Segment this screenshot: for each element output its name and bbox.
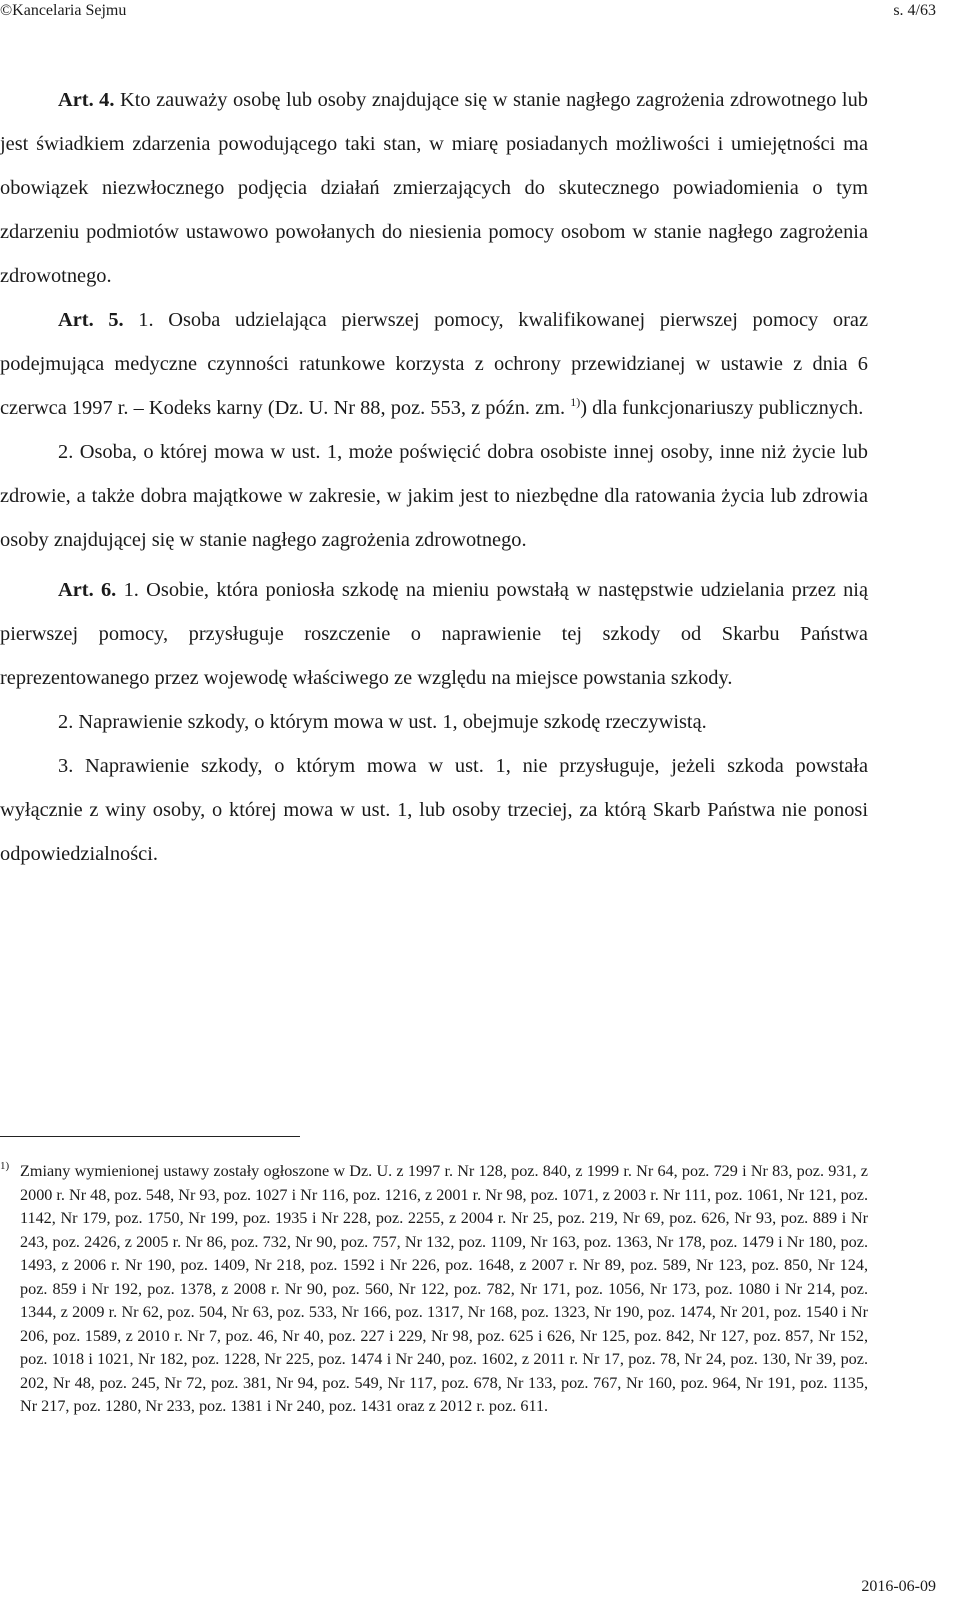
art5-paragraph-1 [0,298,868,430]
footnote-reference: 1) [570,395,581,410]
art6-heading: Art. 6. [58,579,117,601]
footnote-separator [0,1136,300,1137]
art4-heading: Art. 4. [58,89,115,111]
footnote-item [0,1160,868,1419]
art6-paragraph-1 [0,568,868,700]
art4-text: Kto zauważy osobę lub osoby znajdujące się w stanie nagłego zagrożenia zdrowotnego lub jest świadkiem zdarzenia powodującego taki stan, w miarę posiadanych możliwości i umiejętności ma obowiązek niezwłocznego podjęcia działań zmierzających do skutecznego powiadomienia o tym zdarzeniu podmiotów ustawowo powołanych do niesienia pomocy osobom w stanie nagłego zagrożenia zdrowotnego. [0,89,868,287]
footer-date: 2016-06-09 [861,1578,936,1595]
art5-heading: Art. 5. [58,309,124,331]
header-copyright: ©Kancelaria Sejmu [0,2,127,19]
art6-paragraph-2: 2. Naprawienie szkody, o którym mowa w ust. 1, obejmuje szkodę rzeczywistą. [58,711,707,733]
footnote [0,1160,868,1419]
page-header [0,2,960,24]
footnote-text: Zmiany wymienionej ustawy zostały ogłoszone w Dz. U. z 1997 r. Nr 128, poz. 840, z 1999 r. Nr 64, poz. 729 i Nr 83, poz. 931, z 2000 r. Nr 48, poz. 548, Nr 93, poz. 1027 i Nr 116, poz. 1216, z 2001 r. Nr 98, poz. 1071, z 2003 r. Nr 111, poz. 1061, Nr 121, poz. 1142, Nr 179, poz. 1750, Nr 199, poz. 1935 i Nr 228, poz. 2255, z 2004 r. Nr 25, poz. 219, Nr 69, poz. 626, Nr 93, poz. 889 i Nr 243, poz. 2426, z 2005 r. Nr 86, poz. 732, Nr 90, poz. 757, Nr 132, poz. 1109, Nr 163, poz. 1363, Nr 178, poz. 1479 i Nr 180, poz. 1493, z 2006 r. Nr 190, poz. 1409, Nr 218, poz. 1592 i Nr 226, poz. 1648, z 2007 r. Nr 89, poz. 589, Nr 123, poz. 850, Nr 124, poz. 859 i Nr 192, poz. 1378, z 2008 r. Nr 90, poz. 560, Nr 122, poz. 782, Nr 171, poz. 1056, Nr 173, poz. 1080 i Nr 214, poz. 1344, z 2009 r. Nr 62, poz. 504, Nr 63, poz. 533, Nr 166, poz. 1317, Nr 168, poz. 1323, Nr 190, poz. 1474, Nr 201, poz. 1540 i Nr 206, poz. 1589, z 2010 r. Nr 7, poz. 46, Nr 40, poz. 227 i 229, Nr 98, poz. 625 i 626, Nr 125, poz. 842, Nr 127, poz. 857, Nr 152, poz. 1018 i 1021, Nr 182, poz. 1228, Nr 225, poz. 1474 i Nr 240, poz. 1602, z 2011 r. Nr 17, poz. 78, Nr 24, poz. 130, Nr 39, poz. 202, Nr 48, poz. 245, Nr 72, poz. 381, Nr 94, poz. 549, Nr 117, poz. 678, Nr 133, poz. 767, Nr 160, poz. 964, Nr 191, poz. 1135, Nr 217, poz. 1280, Nr 233, poz. 1381 i Nr 240, poz. 1431 oraz z 2012 r. poz. 611. [20,1162,868,1415]
art5-p1-text-after: ) dla funkcjonariuszy publicznych. [580,397,864,419]
art4-paragraph [0,78,868,298]
page-number: s. 4/63 [893,2,936,19]
footnote-mark: 1) [0,1160,10,1172]
art5-p1-text-before: 1. Osoba udzielająca pierwszej pomocy, kwalifikowanej pierwszej pomocy oraz podejmująca medyczne czynności ratunkowe korzysta z ochrony przewidzianej w ustawie z dnia 6 czerwca 1997 r. – Kodeks karny (Dz. U. Nr 88, poz. 553, z późn. zm. [0,309,868,419]
art5-paragraph-2: 2. Osoba, o której mowa w ust. 1, może poświęcić dobra osobiste innej osoby, inne niż życie lub zdrowie, a także dobra majątkowe w zakresie, w jakim jest to niezbędne dla ratowania życia lub zdrowia osoby znajdującej się w stanie nagłego zagrożenia zdrowotnego. [0,441,868,551]
art6-paragraph-3: 3. Naprawienie szkody, o którym mowa w ust. 1, nie przysługuje, jeżeli szkoda powstała wyłącznie z winy osoby, o której mowa w ust. 1, lub osoby trzeciej, za którą Skarb Państwa nie ponosi odpowiedzialności. [0,755,868,865]
document-body [0,78,868,876]
art6-p1-text: 1. Osobie, która poniosła szkodę na mieniu powstałą w następstwie udzielania przez nią pierwszej pomocy, przysługuje roszczenie o naprawienie tej szkody od Skarbu Państwa reprezentowanego przez wojewodę właściwego ze względu na miejsce powstania szkody. [0,579,868,689]
